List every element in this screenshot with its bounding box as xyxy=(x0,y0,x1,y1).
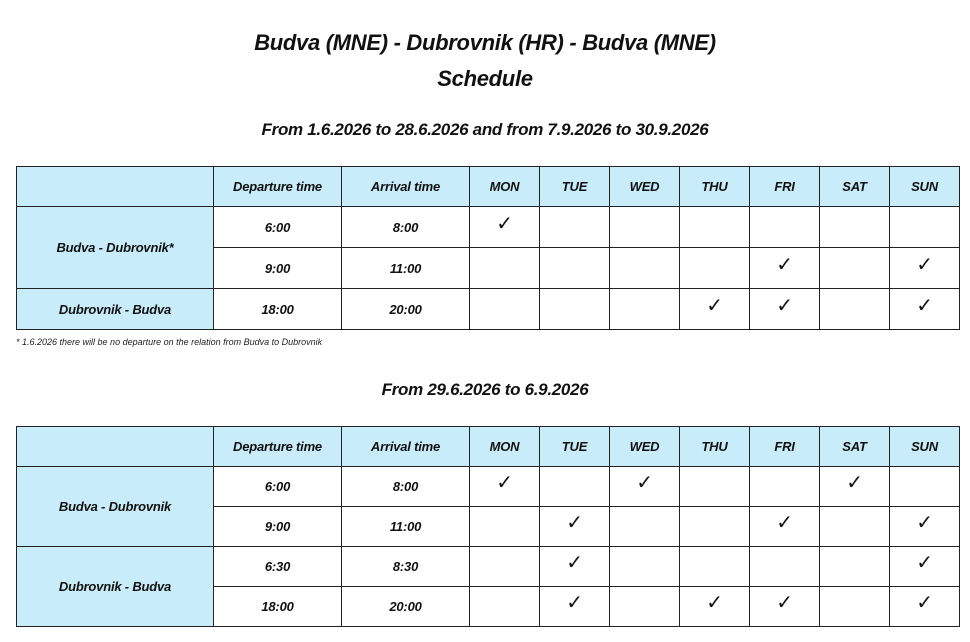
day-cell-thu xyxy=(680,467,750,507)
header-day-wed: WED xyxy=(610,167,680,207)
day-cell-tue xyxy=(540,507,610,547)
table-row xyxy=(17,207,960,248)
checkmark-icon: ✓ xyxy=(916,253,933,276)
day-cell-fri xyxy=(750,507,820,547)
header-day-thu: THU xyxy=(680,427,750,467)
checkmark-icon: ✓ xyxy=(566,592,583,614)
route-name: Budva - Dubrovnik* xyxy=(17,207,214,289)
day-cell-wed xyxy=(610,547,680,587)
checkmark-icon: ✓ xyxy=(776,592,793,614)
checkmark-icon: ✓ xyxy=(776,512,793,534)
day-cell-sat xyxy=(820,547,890,587)
day-cell-fri xyxy=(750,467,820,507)
checkmark-icon: ✓ xyxy=(706,592,723,614)
day-cell-sat xyxy=(820,248,890,289)
day-cell-mon xyxy=(470,547,540,587)
checkmark-icon: ✓ xyxy=(566,512,583,534)
arrival-time: 8:00 xyxy=(342,207,470,248)
departure-time: 9:00 xyxy=(214,248,342,289)
day-cell-thu xyxy=(680,248,750,289)
arrival-time: 11:00 xyxy=(342,507,470,547)
table-row xyxy=(17,289,960,330)
header-departure-time: Departure time xyxy=(214,167,342,207)
day-cell-tue xyxy=(540,207,610,248)
day-cell-sun xyxy=(890,467,960,507)
departure-time: 18:00 xyxy=(214,289,342,330)
day-cell-fri xyxy=(750,547,820,587)
departure-time: 9:00 xyxy=(214,507,342,547)
checkmark-icon: ✓ xyxy=(706,294,723,317)
day-cell-wed xyxy=(610,507,680,547)
day-cell-thu xyxy=(680,507,750,547)
schedule-table-2 xyxy=(16,426,960,627)
checkmark-icon: ✓ xyxy=(916,512,933,534)
day-cell-sat xyxy=(820,207,890,248)
header-day-sat: SAT xyxy=(820,167,890,207)
day-cell-sat xyxy=(820,587,890,627)
day-cell-thu xyxy=(680,587,750,627)
day-cell-fri xyxy=(750,289,820,330)
day-cell-thu xyxy=(680,547,750,587)
day-cell-sat xyxy=(820,289,890,330)
day-cell-mon xyxy=(470,289,540,330)
period-title-1: From 1.6.2026 to 28.6.2026 and from 7.9.2026 to 30.9.2026 xyxy=(261,120,709,139)
day-cell-sun xyxy=(890,587,960,627)
day-cell-sat xyxy=(820,507,890,547)
checkmark-icon: ✓ xyxy=(916,592,933,614)
departure-time: 18:00 xyxy=(214,587,342,627)
day-cell-wed xyxy=(610,587,680,627)
day-cell-thu xyxy=(680,207,750,248)
day-cell-wed xyxy=(610,207,680,248)
header-day-mon: MON xyxy=(470,427,540,467)
page-title: Budva (MNE) - Dubrovnik (HR) - Budva (MNE) xyxy=(254,30,716,55)
checkmark-icon: ✓ xyxy=(916,552,933,574)
day-cell-sun xyxy=(890,289,960,330)
header-row xyxy=(17,167,960,207)
day-cell-sun xyxy=(890,248,960,289)
header-route xyxy=(17,427,214,467)
checkmark-icon: ✓ xyxy=(776,253,793,276)
arrival-time: 11:00 xyxy=(342,248,470,289)
header-departure-time: Departure time xyxy=(214,427,342,467)
header-day-sun: SUN xyxy=(890,167,960,207)
checkmark-icon: ✓ xyxy=(846,472,863,494)
checkmark-icon: ✓ xyxy=(566,552,583,574)
header-day-fri: FRI xyxy=(750,167,820,207)
day-cell-tue xyxy=(540,289,610,330)
header-day-sun: SUN xyxy=(890,427,960,467)
header-day-tue: TUE xyxy=(540,167,610,207)
day-cell-fri xyxy=(750,207,820,248)
route-name: Budva - Dubrovnik xyxy=(17,467,214,547)
day-cell-thu xyxy=(680,289,750,330)
day-cell-wed xyxy=(610,248,680,289)
day-cell-tue xyxy=(540,547,610,587)
day-cell-sun xyxy=(890,507,960,547)
header-day-tue: TUE xyxy=(540,427,610,467)
day-cell-wed xyxy=(610,467,680,507)
checkmark-icon: ✓ xyxy=(496,472,513,494)
route-name: Dubrovnik - Budva xyxy=(17,547,214,627)
day-cell-fri xyxy=(750,587,820,627)
header-day-fri: FRI xyxy=(750,427,820,467)
header-route xyxy=(17,167,214,207)
period-title-2: From 29.6.2026 to 6.9.2026 xyxy=(381,380,589,399)
header-day-sat: SAT xyxy=(820,427,890,467)
arrival-time: 20:00 xyxy=(342,289,470,330)
day-cell-mon xyxy=(470,207,540,248)
day-cell-fri xyxy=(750,248,820,289)
schedule-table-1 xyxy=(16,166,960,330)
checkmark-icon: ✓ xyxy=(776,294,793,317)
header-arrival-time: Arrival time xyxy=(342,167,470,207)
day-cell-mon xyxy=(470,507,540,547)
page-subtitle: Schedule xyxy=(437,66,533,91)
day-cell-wed xyxy=(610,289,680,330)
departure-time: 6:00 xyxy=(214,467,342,507)
checkmark-icon: ✓ xyxy=(916,294,933,317)
day-cell-sat xyxy=(820,467,890,507)
arrival-time: 8:30 xyxy=(342,547,470,587)
departure-time: 6:30 xyxy=(214,547,342,587)
day-cell-mon xyxy=(470,248,540,289)
header-day-thu: THU xyxy=(680,167,750,207)
day-cell-tue xyxy=(540,248,610,289)
arrival-time: 8:00 xyxy=(342,467,470,507)
day-cell-tue xyxy=(540,467,610,507)
table-row xyxy=(17,467,960,507)
header-day-mon: MON xyxy=(470,167,540,207)
header-day-wed: WED xyxy=(610,427,680,467)
departure-time: 6:00 xyxy=(214,207,342,248)
arrival-time: 20:00 xyxy=(342,587,470,627)
header-arrival-time: Arrival time xyxy=(342,427,470,467)
checkmark-icon: ✓ xyxy=(636,472,653,494)
checkmark-icon: ✓ xyxy=(496,212,513,235)
day-cell-mon xyxy=(470,467,540,507)
header-row xyxy=(17,427,960,467)
table-row xyxy=(17,547,960,587)
day-cell-tue xyxy=(540,587,610,627)
day-cell-sun xyxy=(890,547,960,587)
footnote: * 1.6.2026 there will be no departure on the relation from Budva to Dubrovnik xyxy=(16,337,323,347)
day-cell-sun xyxy=(890,207,960,248)
day-cell-mon xyxy=(470,587,540,627)
route-name: Dubrovnik - Budva xyxy=(17,289,214,330)
